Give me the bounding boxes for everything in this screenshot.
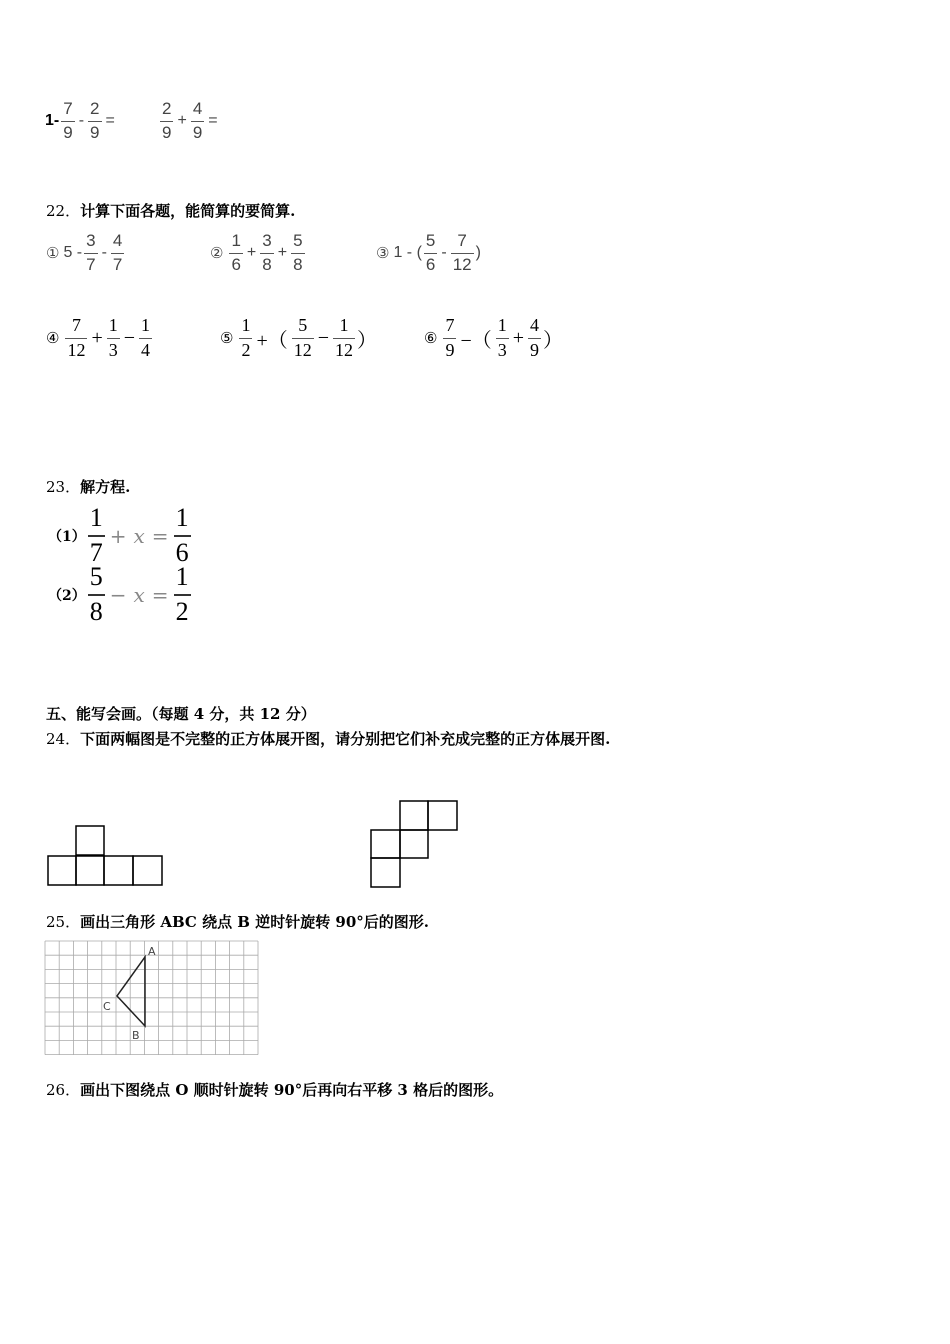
operator: − [109,582,127,607]
numerator: 5 [89,562,103,591]
numerator: 2 [162,99,172,118]
top-expression-2 [158,100,220,142]
denominator: 8 [293,254,303,274]
operator: − [317,326,330,349]
tail: ） [543,329,564,352]
net-square [371,830,400,858]
fraction [260,232,273,274]
denominator: 2 [175,596,189,626]
question-text: 下面两幅图是不完整的正方体展开图，请分别把它们补充成完整的正方体展开图. [80,730,611,748]
fraction [496,316,509,361]
denominator: 2 [241,339,251,360]
cube-net-figure-2 [369,799,461,891]
denominator: 9 [192,122,203,142]
denominator: 8 [262,254,272,274]
question-26-heading [46,1079,503,1100]
equals-sign: = [105,112,115,130]
denominator: 9 [63,122,73,142]
net-square [371,858,400,887]
denominator: 3 [497,339,507,360]
fraction [174,504,191,567]
q22-item-1 [46,232,126,274]
vertex-label-c: C [103,1000,111,1013]
numerator: 1 [231,231,241,250]
item-marker: ④ [46,330,60,347]
numerator: 7 [445,315,455,335]
q22-item-2 [210,232,307,274]
net-square [76,826,104,855]
variable: x [133,523,145,548]
denominator: 7 [112,254,123,274]
cube-net-figure-1 [46,824,166,888]
equals-sign: = [151,523,169,548]
fraction [451,232,474,274]
vertex-label-a: A [148,945,156,958]
question-number: 22． [46,202,81,220]
numerator: 1 [108,315,118,335]
fraction [443,316,456,361]
denominator: 12 [452,254,472,274]
equals-sign: = [208,112,218,130]
numerator: 1 [141,315,151,335]
fraction [139,316,152,361]
question-text: 计算下面各题，能简算的要简算. [80,202,296,220]
fraction [88,563,105,626]
operator: + [109,523,127,548]
item-marker: ⑥ [424,330,438,347]
equation-1 [48,504,193,567]
question-text: 画出三角形 ABC 绕点 B 逆时针旋转 90°后的图形. [80,913,430,931]
numerator: 1 [339,315,349,335]
variable: x [133,582,145,607]
operator: - [101,244,107,262]
numerator: 1 [175,562,189,591]
denominator: 7 [86,254,96,274]
operator: + [91,326,103,349]
denominator: 6 [425,254,436,274]
numerator: 4 [112,231,123,250]
item-marker: ⑤ [220,330,234,347]
fraction [111,232,124,274]
fraction [107,316,120,361]
fraction [333,316,355,361]
equation-2 [48,563,193,626]
operator: + [512,326,525,349]
denominator: 6 [175,537,189,567]
equation-label: （1） [48,528,86,545]
numerator: 3 [262,231,272,250]
denominator: 7 [89,537,103,567]
denominator: 3 [108,339,118,360]
denominator: 8 [89,596,103,626]
grid-lines [45,941,258,1055]
question-number: 25． [46,913,81,931]
net-square [48,856,76,885]
denominator: 12 [293,339,312,360]
operator: - [78,112,85,130]
question-text: 画出下图绕点 O 顺时针旋转 90°后再向右平移 3 格后的图形。 [80,1081,504,1099]
numerator: 7 [71,315,81,335]
question-text: 解方程. [80,478,131,496]
q22-item-4 [46,316,154,361]
vertex-label-b: B [132,1029,140,1042]
item-marker: ③ [376,245,390,263]
question-24-heading [46,728,610,749]
lead: 1- [45,112,60,130]
item-marker: ① [46,245,60,263]
tail: ） [357,329,378,352]
question-25-heading [46,911,429,932]
fraction [61,100,74,142]
numerator: 1 [89,503,103,532]
section-5-title: 五、能写会画。（每题 4 分，共 12 分） [46,705,316,723]
fraction [88,504,105,567]
fraction [239,316,252,361]
operator: −（ [460,329,492,352]
denominator: 9 [90,122,100,142]
numerator: 1 [241,315,251,335]
numerator: 4 [192,99,203,118]
numerator: 4 [530,315,540,335]
operator: + [177,112,187,130]
net-square [400,801,428,830]
question-number: 24． [46,730,81,748]
denominator: 12 [335,339,354,360]
net-square [133,856,162,885]
question-22-heading [46,200,295,221]
q22-item-3 [376,232,481,274]
lead: 1 - ( [393,244,422,262]
q22-item-6 [424,316,563,361]
lead: 5 - [63,244,83,262]
operator: + [246,244,257,262]
item-marker: ② [210,245,224,263]
fraction [65,316,87,361]
net-square [104,856,133,885]
fraction [229,232,242,274]
numerator: 5 [425,231,436,250]
fraction [160,100,173,142]
top-expression-1 [45,100,117,142]
fraction [424,232,437,274]
numerator: 7 [457,231,467,250]
denominator: 9 [162,122,172,142]
net-square [428,801,457,830]
numerator: 7 [63,99,73,118]
numerator: 2 [90,99,100,118]
numerator: 5 [298,315,308,335]
denominator: 6 [231,254,241,274]
operator: − [123,326,136,349]
triangle-abc [117,957,145,1026]
denominator: 9 [445,339,455,360]
fraction [174,563,191,626]
numerator: 1 [175,503,189,532]
operator: - [441,244,447,262]
question-number: 23． [46,478,81,496]
numerator: 5 [293,231,303,250]
denominator: 4 [141,339,151,360]
fraction [292,316,314,361]
denominator: 9 [530,339,540,360]
question-23-heading [46,476,130,497]
question-number: 26． [46,1081,81,1099]
fraction [291,232,304,274]
equation-label: （2） [48,587,86,604]
tail: ) [475,244,481,262]
denominator: 12 [67,339,86,360]
numerator: 3 [86,231,96,250]
fraction [88,100,101,142]
fraction [528,316,541,361]
rotation-grid-figure [44,940,262,1058]
numerator: 1 [497,315,507,335]
operator: + [277,244,288,262]
fraction [84,232,97,274]
net-square [400,830,428,858]
fraction [191,100,204,142]
q22-item-5 [220,316,377,361]
equals-sign: = [151,582,169,607]
net-square [76,856,104,885]
operator: +（ [256,329,288,352]
